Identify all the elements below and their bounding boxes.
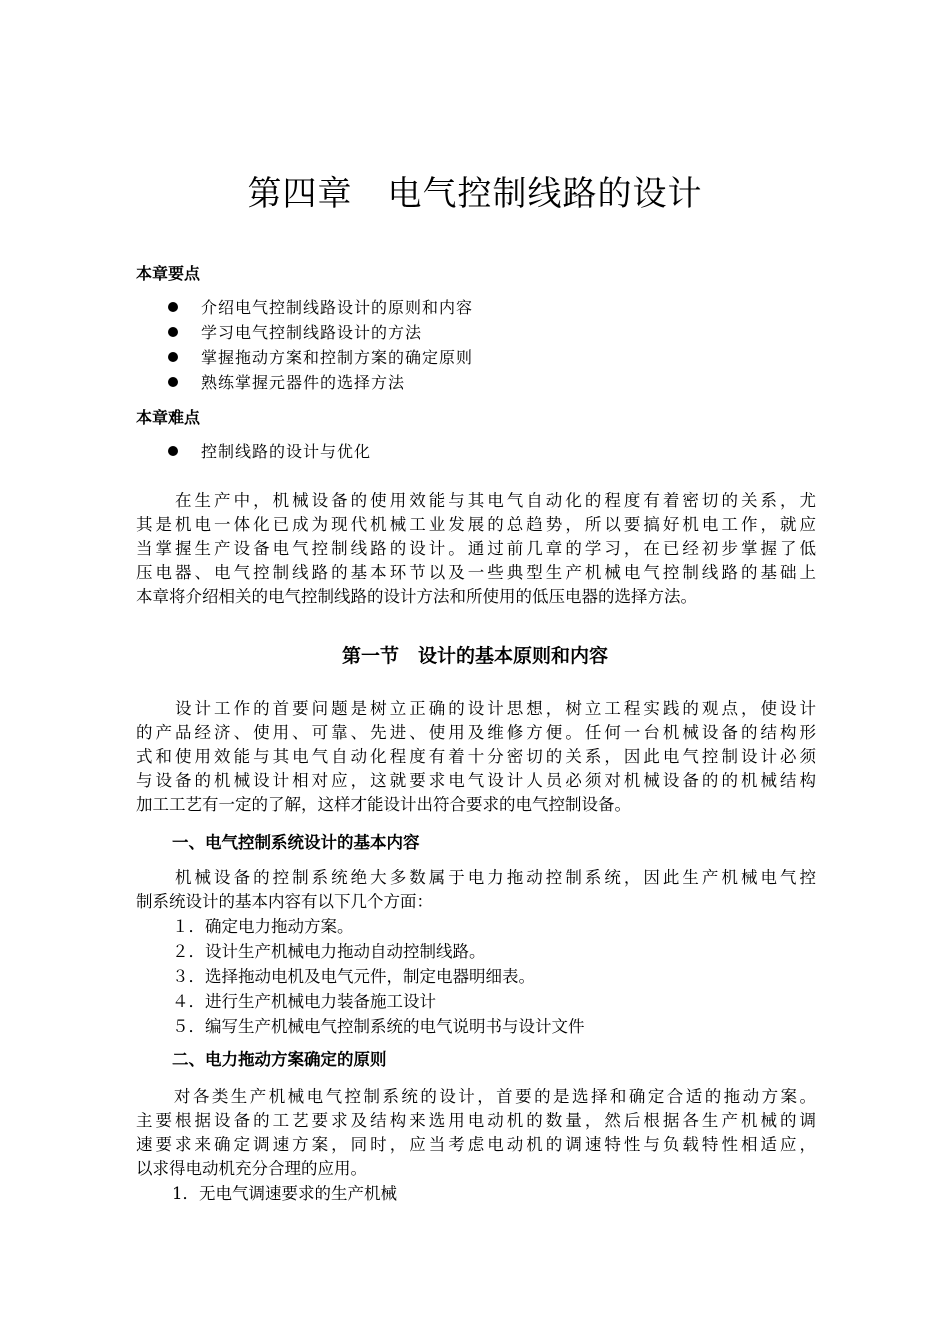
text-line: 设计工作的首要问题是树立正确的设计思想，树立工程实践的观点，使设计: [136, 699, 816, 718]
intro-paragraph: [136, 489, 816, 609]
subsection-heading-1: 一、电气控制系统设计的基本内容: [172, 833, 420, 852]
bullet-dot-icon: [168, 352, 178, 362]
key-points-label: 本章要点: [136, 264, 201, 283]
subsection-heading-2: 二、电力拖动方案确定的原则: [172, 1050, 387, 1069]
subsection-1-paragraph: [136, 866, 816, 914]
list-item: 控制线路的设计与优化: [168, 439, 371, 464]
list-item: ５．编写生产机械电气控制系统的电气说明书与设计文件: [172, 1017, 585, 1036]
difficult-points-list: [168, 439, 371, 464]
text-line: 其是机电一体化已成为现代机械工业发展的总趋势，所以要搞好机电工作，就应: [136, 515, 816, 534]
bullet-dot-icon: [168, 446, 178, 456]
text-line: 加工工艺有一定的了解，这样才能设计出符合要求的电气控制设备。: [136, 795, 631, 814]
list-item: 学习电气控制线路设计的方法: [168, 320, 473, 345]
subsection-2-item-1: 1．无电气调速要求的生产机械: [172, 1184, 397, 1203]
list-item: 掌握拖动方案和控制方案的确定原则: [168, 345, 473, 370]
text-line: 式和使用效能与其电气自动化程度有着十分密切的关系，因此电气控制设计必须: [136, 747, 816, 766]
list-item: ３．选择拖动电机及电气元件，制定电器明细表。: [172, 967, 535, 986]
list-item: 熟练掌握元器件的选择方法: [168, 370, 473, 395]
bullet-dot-icon: [168, 302, 178, 312]
text-line: 与设备的机械设计相对应，这就要求电气设计人员必须对机械设备的的机械结构: [136, 771, 816, 790]
text-line: 当掌握生产设备电气控制线路的设计。通过前几章的学习，在已经初步掌握了低: [136, 539, 816, 558]
subsection-1-list: [172, 914, 585, 1039]
text-line: 本章将介绍相关的电气控制线路的设计方法和所使用的低压电器的选择方法。: [136, 587, 697, 606]
text-line: 速要求来确定调速方案，同时，应当考虑电动机的调速特性与负载特性相适应，: [136, 1135, 816, 1154]
bullet-dot-icon: [168, 327, 178, 337]
text-line: 以求得电动机充分合理的应用。: [136, 1159, 367, 1178]
text-line: 对各类生产机械电气控制系统的设计，首要的是选择和确定合适的拖动方案。: [136, 1087, 816, 1106]
text-line: 的产品经济、使用、可靠、先进、使用及维修方便。任何一台机械设备的结构形: [136, 723, 816, 742]
difficult-points-label: 本章难点: [136, 408, 201, 427]
list-item: ４．进行生产机械电力装备施工设计: [172, 992, 436, 1011]
text-line: 机械设备的控制系统绝大多数属于电力拖动控制系统，因此生产机械电气控: [136, 868, 816, 887]
key-points-list: [168, 295, 473, 395]
section-paragraph: [136, 697, 816, 817]
section-title: 第一节 设计的基本原则和内容: [341, 645, 608, 667]
text-line: 制系统设计的基本内容有以下几个方面：: [136, 892, 433, 911]
list-item: ２．设计生产机械电力拖动自动控制线路。: [172, 942, 486, 961]
list-item: 介绍电气控制线路设计的原则和内容: [168, 295, 473, 320]
chapter-title: 第四章 电气控制线路的设计: [247, 174, 703, 214]
text-line: 主要根据设备的工艺要求及结构来选用电动机的数量，然后根据各生产机械的调: [136, 1111, 816, 1130]
text-line: 在生产中，机械设备的使用效能与其电气自动化的程度有着密切的关系，尤: [136, 491, 816, 510]
text-line: 压电器、电气控制线路的基本环节以及一些典型生产机械电气控制线路的基础上: [136, 563, 816, 582]
subsection-2-paragraph: [136, 1085, 816, 1181]
bullet-dot-icon: [168, 377, 178, 387]
list-item: １．确定电力拖动方案。: [172, 917, 354, 936]
